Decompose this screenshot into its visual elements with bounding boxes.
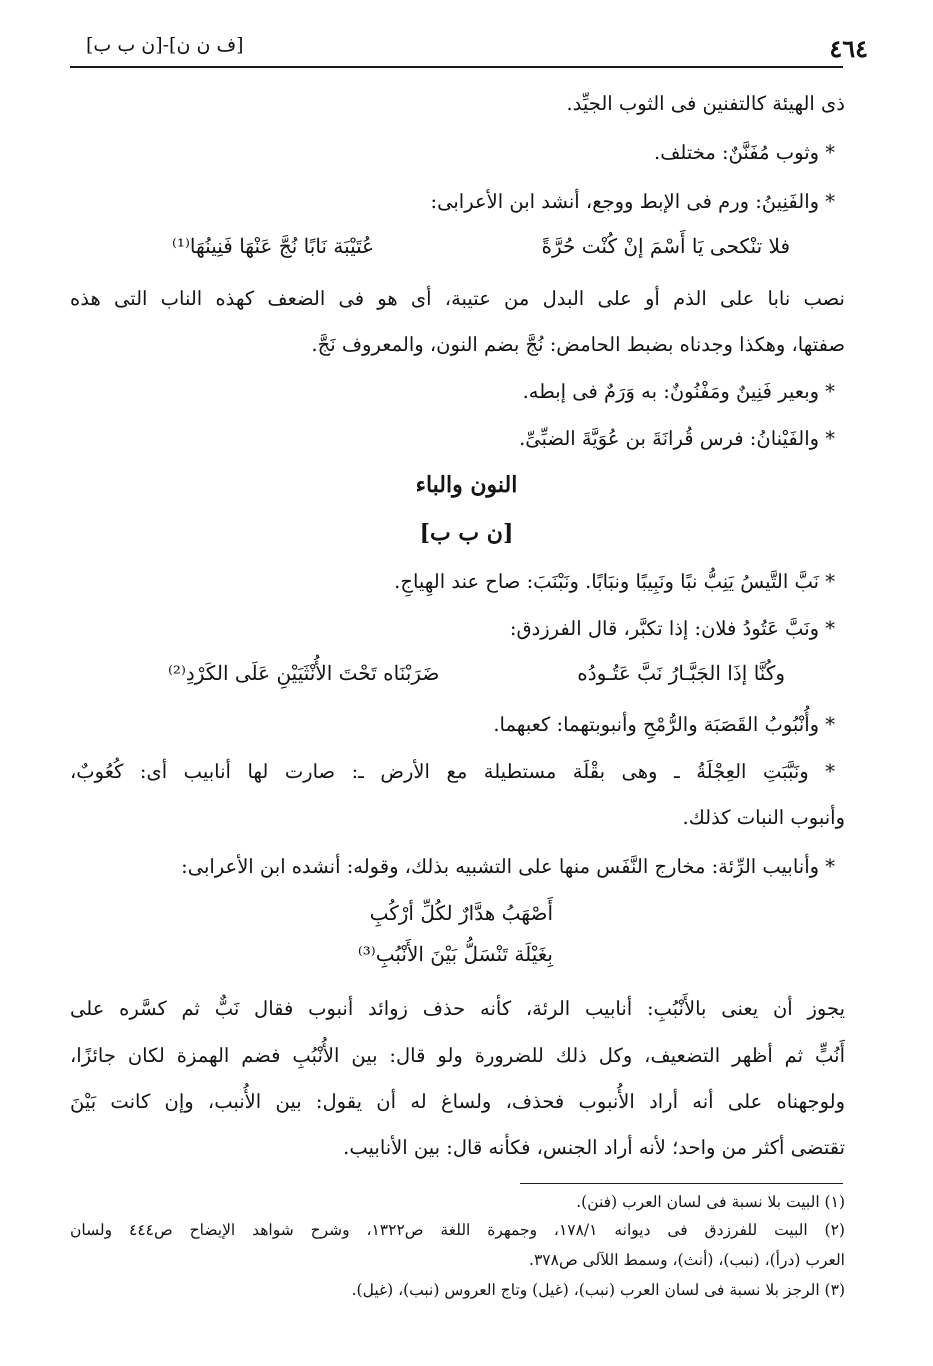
- verse-3-line-1: أَصْهَبُ هدَّارٌ لكُلِّ أرْكُبِ: [369, 901, 553, 925]
- footnote-2-line-2: العرب (درأ)، (نبب)، (أنث)، وسمط اللآلى ص٣٧٨.: [529, 1251, 845, 1269]
- text-line-9: * ونَبَّ عَتُودُ فلان: إذا تكبَّر، قال الفرزدق:: [509, 617, 835, 640]
- footnote-1: (١) البيت بلا نسبة فى لسان العرب (فنن).: [576, 1193, 845, 1211]
- text-line-16: ولوجهناه على أنه أراد الأُنبوب فحذف، ولساغ له أن يقول: بين الأُنبب، وإن كانت بَيْنَ: [70, 1090, 845, 1113]
- footnote-3: (٣) الرجز بلا نسبة فى لسان العرب (نبب)، (غيل) وتاج العروس (نبب)، (غيل).: [351, 1281, 845, 1299]
- footnote-2-line-1: (٢) البيت للفرزدق فى ديوانه ١٧٨/١، وجمهرة اللغة ص١٣٢٢، وشرح شواهد الإيضاح ص٤٤٤ ولسان: [70, 1221, 845, 1239]
- text-line-17: تقتضى أكثر من واحد؛ لأنه أراد الجنس، فكأنه قال: بين الأنابيب.: [343, 1136, 845, 1159]
- header-rule: [70, 66, 843, 68]
- verse-3-line-2: بِغَيْلَة تَنْسَلُّ بَيْنَ الأَنْبُبِ⁽³⁾: [357, 942, 553, 966]
- text-line-15: أَنُبٍّ ثم أظهر التضعيف، وكل ذلك للضرورة ولو قال: بين الأُنْبُبِ فضم الهمزة لكان جائزًا،: [70, 1044, 845, 1067]
- root-heading: [ن ب ب]: [419, 520, 514, 546]
- text-line-10: * وأُنْبُوبُ القَصَبَة والرُّمْحِ وأنبوبتهما: كعبهما.: [493, 713, 835, 736]
- text-line-12: وأنبوب النبات كذلك.: [682, 806, 845, 829]
- text-line-2: * وثوب مُفَنَّنٌ: مختلف.: [654, 141, 835, 164]
- footnote-rule: [520, 1183, 843, 1184]
- text-line-3: * والفَنِينُ: ورم فى الإبط ووجع، أنشد ابن الأعرابى:: [430, 190, 835, 213]
- text-line-13: * وأنابيب الرِّئة: مخارج النَّفَس منها على التشبيه بذلك، وقوله: أنشده ابن الأعرابى:: [181, 855, 835, 878]
- verse-1-first-hemistich: فلا تنْكحى يَا أَسْمَ إنْ كُنْت حُرَّةً: [541, 234, 790, 258]
- text-line-5: صفتها، وهكذا وجدناه بضبط الحامض: نُجَّ بضم النون، والمعروف نَجَّ.: [311, 333, 845, 356]
- verse-2-second-hemistich: ضَرَبْنَاه تَحْتَ الأُنْثَيَيْنِ عَلَى الكَرْدِ⁽²⁾: [168, 661, 440, 685]
- text-line-6: * وبعير فَنِينٌ ومَفْنُونٌ: به وَرَمٌ فى إبطه.: [522, 380, 835, 403]
- text-line-4: نصب نابا على الذم أو على البدل من عتيبة، أى هو فى الضعف كهذه الناب التى هذه: [70, 287, 845, 310]
- text-line-11: * ونَبَّبَتِ العِجْلَةُ ـ وهى بقْلَة مستطيلة مع الأرض ـ: صارت لها أنابيب أى: كُعُوبٌ،: [70, 760, 835, 783]
- page-number: ٤٦٤: [829, 34, 868, 63]
- text-line-7: * والفَيْنانُ: فرس قُرانَةَ بن عُوَيَّةَ الضبِّىِّ.: [519, 427, 835, 450]
- section-title: النون والباء: [415, 472, 518, 498]
- text-line-8: * نَبَّ التَّيسُ يَنِبُّ نبًا ونَبِيبًا ونبَابًا. ونَبْنَبَ: صاح عند الهِياجِ.: [394, 570, 835, 593]
- text-line-1: ذى الهيئة كالتفنين فى الثوب الجيِّد.: [566, 92, 845, 115]
- verse-1-second-hemistich: عُتَيْبَة نَابًا نُجَّ عَنْهَا فَنِينُهَا⁽¹⁾: [172, 234, 375, 258]
- text-line-14: يجوز أن يعنى بالأَنْبُبِ: أنابيب الرئة، كأنه حذف زوائد أنبوب فقال نَبٌّ ثم كسَّره على: [70, 997, 845, 1020]
- running-head: [ف ن ن]-[ن ب ب]: [86, 34, 244, 56]
- verse-2-first-hemistich: وكُنَّا إذَا الجَبَّـارُ نَبَّ عَتُـودُه: [577, 661, 785, 685]
